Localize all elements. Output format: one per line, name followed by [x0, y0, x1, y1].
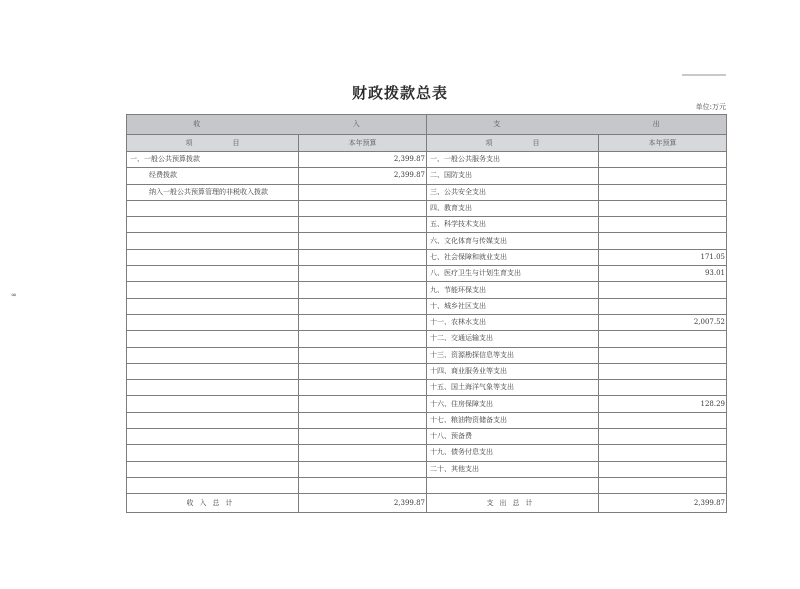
income-item-cell [127, 249, 299, 265]
income-budget-cell [299, 477, 427, 493]
expenditure-item-cell: 六、文化体育与传媒支出 [427, 233, 599, 249]
expenditure-item-cell: 十四、商业服务业等支出 [427, 363, 599, 379]
expenditure-item-cell: 十三、资源勘探信息等支出 [427, 347, 599, 363]
item-header-char-1: 项 [485, 138, 493, 147]
expenditure-budget-cell [599, 184, 727, 200]
expenditure-item-cell: 一、一般公共服务支出 [427, 152, 599, 168]
expenditure-budget-cell [599, 347, 727, 363]
expenditure-item-cell: 十八、预备费 [427, 429, 599, 445]
column-header-row [127, 135, 727, 152]
income-item-cell [127, 314, 299, 330]
income-total-value: 2,399.87 [299, 494, 427, 513]
expenditure-budget-cell [599, 282, 727, 298]
expenditure-item-cell: 十、城乡社区支出 [427, 298, 599, 314]
income-item-cell [127, 445, 299, 461]
expenditure-item-column-header [427, 135, 599, 152]
table-row [127, 266, 727, 282]
expenditure-item-cell: 二十、其他支出 [427, 461, 599, 477]
income-budget-cell [299, 380, 427, 396]
income-item-cell [127, 233, 299, 249]
income-item-cell [127, 461, 299, 477]
table-row [127, 461, 727, 477]
expenditure-budget-cell [599, 380, 727, 396]
expenditure-budget-cell [599, 445, 727, 461]
income-budget-cell [299, 412, 427, 428]
expenditure-budget-cell [599, 200, 727, 216]
table-row [127, 347, 727, 363]
income-budget-cell [299, 396, 427, 412]
income-budget-cell: 2,399.87 [299, 152, 427, 168]
totals-row [127, 494, 727, 513]
expenditure-budget-cell [599, 331, 727, 347]
item-header-char-1: 项 [185, 138, 193, 147]
table-row [127, 249, 727, 265]
income-header-char-1: 收 [193, 120, 201, 128]
expenditure-item-cell: 四、教育支出 [427, 200, 599, 216]
expenditure-section-header [427, 115, 727, 135]
income-budget-cell: 2,399.87 [299, 168, 427, 184]
expenditure-item-cell: 十一、农林水支出 [427, 314, 599, 330]
income-budget-cell [299, 217, 427, 233]
expenditure-budget-cell [599, 233, 727, 249]
table-row [127, 282, 727, 298]
expenditure-item-cell: 五、科学技术支出 [427, 217, 599, 233]
table-row [127, 396, 727, 412]
income-item-cell [127, 380, 299, 396]
income-item-cell [127, 412, 299, 428]
income-total-label: 收入总计 [127, 494, 299, 513]
income-budget-cell [299, 184, 427, 200]
expenditure-item-cell: 十五、国土海洋气象等支出 [427, 380, 599, 396]
income-header-char-2: 入 [352, 120, 360, 128]
unit-label: 单位:万元 [695, 103, 726, 111]
side-margin-mark: ∞ [11, 291, 17, 299]
income-budget-cell [299, 331, 427, 347]
income-budget-cell [299, 249, 427, 265]
expenditure-header-char-2: 出 [652, 120, 660, 128]
income-budget-cell [299, 298, 427, 314]
table-row [127, 298, 727, 314]
item-header-char-2: 目 [232, 138, 240, 147]
income-item-cell [127, 363, 299, 379]
expenditure-total-value: 2,399.87 [599, 494, 727, 513]
expenditure-item-cell: 八、医疗卫生与计划生育支出 [427, 266, 599, 282]
income-item-cell: 经费拨款 [127, 168, 299, 184]
section-header-row [127, 115, 727, 135]
income-item-cell [127, 477, 299, 493]
expenditure-budget-cell [599, 429, 727, 445]
table-row [127, 412, 727, 428]
fiscal-appropriation-table [126, 114, 727, 513]
income-item-cell [127, 200, 299, 216]
expenditure-item-cell: 九、节能环保支出 [427, 282, 599, 298]
expenditure-item-cell: 十七、粮油物资储备支出 [427, 412, 599, 428]
page-title: 财政拨款总表 [351, 84, 448, 102]
table-row [127, 314, 727, 330]
income-section-header [127, 115, 427, 135]
table-row [127, 152, 727, 168]
expenditure-item-cell: 七、社会保障和就业支出 [427, 249, 599, 265]
income-item-cell [127, 266, 299, 282]
expenditure-item-cell: 十六、住房保障支出 [427, 396, 599, 412]
income-budget-cell [299, 347, 427, 363]
expenditure-budget-cell: 128.29 [599, 396, 727, 412]
income-budget-cell [299, 266, 427, 282]
expenditure-item-cell: 十九、债务付息支出 [427, 445, 599, 461]
expenditure-header-char-1: 支 [493, 120, 501, 128]
income-item-cell [127, 347, 299, 363]
expenditure-item-cell: 二、国防支出 [427, 168, 599, 184]
expenditure-budget-cell [599, 152, 727, 168]
table-row [127, 168, 727, 184]
expenditure-budget-cell [599, 412, 727, 428]
expenditure-item-cell: 三、公共安全支出 [427, 184, 599, 200]
expenditure-budget-column-header: 本年预算 [599, 135, 727, 152]
table-row [127, 200, 727, 216]
expenditure-budget-cell: 171.05 [599, 249, 727, 265]
income-budget-cell [299, 445, 427, 461]
expenditure-budget-cell: 93.01 [599, 266, 727, 282]
income-budget-cell [299, 314, 427, 330]
table-row [127, 331, 727, 347]
income-item-cell [127, 217, 299, 233]
corner-stamp-mark [682, 74, 726, 76]
expenditure-budget-cell [599, 477, 727, 493]
income-item-column-header [127, 135, 299, 152]
expenditure-budget-cell [599, 363, 727, 379]
expenditure-item-cell [427, 477, 599, 493]
income-item-cell [127, 331, 299, 347]
income-item-cell [127, 282, 299, 298]
expenditure-budget-cell [599, 298, 727, 314]
expenditure-budget-cell [599, 461, 727, 477]
table-row [127, 233, 727, 249]
income-budget-cell [299, 233, 427, 249]
table-row [127, 363, 727, 379]
income-budget-column-header: 本年预算 [299, 135, 427, 152]
table-row [127, 445, 727, 461]
expenditure-total-label: 支出总计 [427, 494, 599, 513]
expenditure-item-cell: 十二、交通运输支出 [427, 331, 599, 347]
income-item-cell [127, 429, 299, 445]
income-item-cell [127, 298, 299, 314]
expenditure-budget-cell [599, 217, 727, 233]
expenditure-budget-cell: 2,007.52 [599, 314, 727, 330]
expenditure-budget-cell [599, 168, 727, 184]
income-item-cell: 纳入一般公共预算管理的非税收入拨款 [127, 184, 299, 200]
table-row [127, 477, 727, 493]
table-row [127, 217, 727, 233]
income-budget-cell [299, 461, 427, 477]
table-row [127, 380, 727, 396]
income-item-cell [127, 396, 299, 412]
income-budget-cell [299, 429, 427, 445]
item-header-char-2: 目 [532, 138, 540, 147]
table-row [127, 184, 727, 200]
income-budget-cell [299, 200, 427, 216]
table-row [127, 429, 727, 445]
income-item-cell: 一、一般公共预算拨款 [127, 152, 299, 168]
income-budget-cell [299, 363, 427, 379]
income-budget-cell [299, 282, 427, 298]
